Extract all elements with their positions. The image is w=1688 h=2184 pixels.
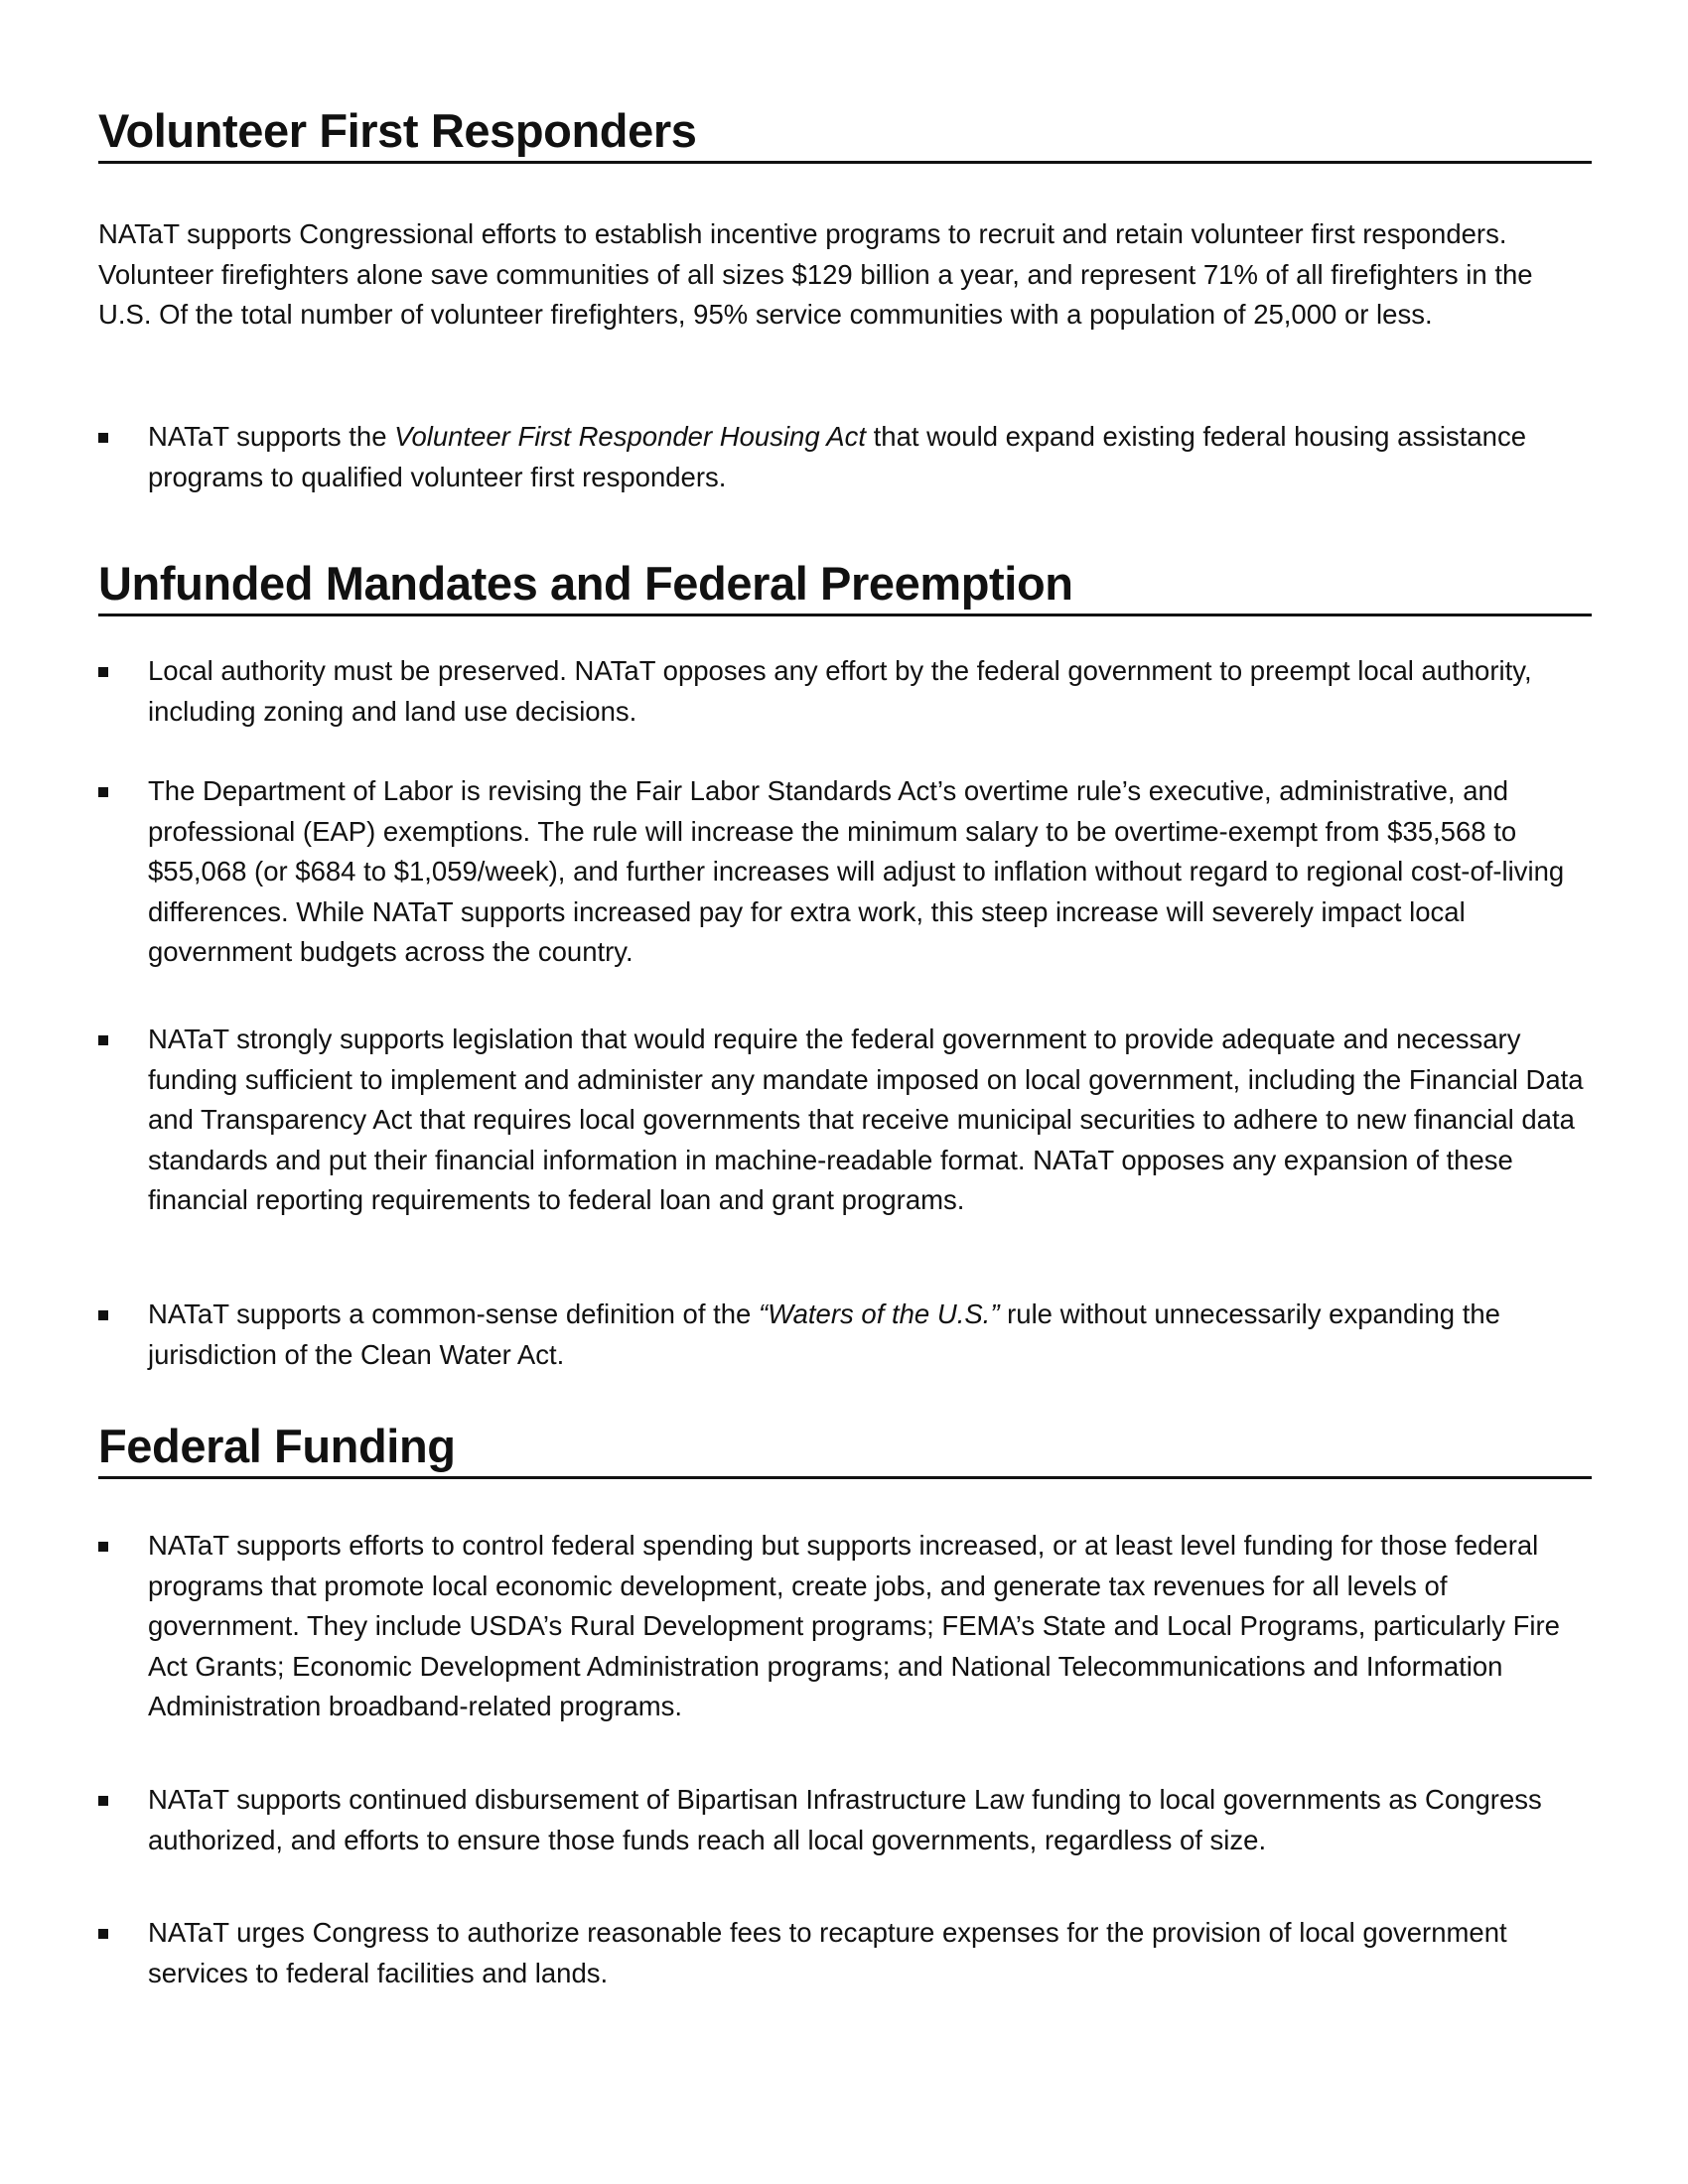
- bullet-marker: [98, 787, 108, 797]
- bullet-text: [148, 417, 1592, 497]
- bullet-marker: [98, 1310, 108, 1320]
- bullet-item-federal-spending: [98, 1526, 1592, 1727]
- volunteer-first-responders-intro: NATaT supports Congressional efforts to establish incentive programs to recruit and retain volunteer first responders. Volunteer firefighters alone save communities of all sizes $129 billion a year, and represent 71% of all firefighters in the U.S. Of the total number of volunteer firefighters, 95% service communities with a population of 25,000 or less.: [98, 218, 1533, 330]
- bullet-item-reasonable-fees: [98, 1913, 1592, 1993]
- bullet-marker: [98, 1929, 108, 1939]
- bullet-text: [148, 1295, 1592, 1375]
- bullet-item-overtime-rule: [98, 771, 1592, 973]
- bullet-marker: [98, 667, 108, 677]
- bullet-item-waters-of-us: [98, 1295, 1592, 1375]
- bullet-item-housing-act: [98, 417, 1592, 497]
- bullet-text-lead: NATaT supports the: [148, 421, 395, 452]
- section-heading-unfunded-mandates: Unfunded Mandates and Federal Preemption: [98, 556, 1592, 616]
- section-heading-federal-funding: Federal Funding: [98, 1419, 1592, 1479]
- bullet-text: NATaT supports efforts to control federal spending but supports increased, or at least level funding for those federal programs that promote local economic development, create jobs, and generate tax revenues for all levels of government. They include USDA’s Rural Development programs; FEMA’s State and Local Programs, particularly Fire Act Grants; Economic Development Administration programs; and National Telecommunications and Information Administration broadband-related programs.: [148, 1530, 1560, 1721]
- bill-title-italic: Volunteer First Responder Housing Act: [394, 421, 866, 452]
- section-heading-volunteer-first-responders: Volunteer First Responders: [98, 103, 1592, 164]
- bullet-item-local-authority: [98, 651, 1592, 732]
- bullet-marker: [98, 1796, 108, 1806]
- bullet-item-mandate-funding: [98, 1020, 1592, 1221]
- bullet-marker: [98, 433, 108, 443]
- bullet-marker: [98, 1035, 108, 1045]
- bullet-text-lead: NATaT supports a common-sense definition of the: [148, 1298, 759, 1329]
- bullet-text: NATaT urges Congress to authorize reasonable fees to recapture expenses for the provision of local government services to federal facilities and lands.: [148, 1917, 1507, 1988]
- bullet-marker: [98, 1542, 108, 1552]
- bullet-text-rest: that would expand existing federal housing assistance programs to qualified volunteer first responders.: [148, 421, 1527, 492]
- bullet-text: NATaT strongly supports legislation that would require the federal government to provide adequate and necessary funding sufficient to implement and administer any mandate imposed on local government, including the Financial Data and Transparency Act that requires local governments that receive municipal securities to adhere to new financial data standards and put their financial information in machine-readable format. NATaT opposes any expansion of these financial reporting requirements to federal loan and grant programs.: [148, 1024, 1584, 1215]
- bullet-text: NATaT supports continued disbursement of Bipartisan Infrastructure Law funding to local governments as Congress authorized, and efforts to ensure those funds reach all local governments, regardless of size.: [148, 1784, 1542, 1855]
- bullet-text: The Department of Labor is revising the Fair Labor Standards Act’s overtime rule’s executive, administrative, and professional (EAP) exemptions. The rule will increase the minimum salary to be overtime-exempt from $35,568 to $55,068 (or $684 to $1,059/week), and further increases will adjust to inflation without regard to regional cost-of-living differences. While NATaT supports increased pay for extra work, this steep increase will severely impact local government budgets across the country.: [148, 775, 1565, 967]
- bullet-text-rest: rule without unnecessarily expanding the jurisdiction of the Clean Water Act.: [148, 1298, 1500, 1370]
- bullet-item-infrastructure-law: [98, 1780, 1592, 1860]
- rule-title-italic: “Waters of the U.S.”: [759, 1298, 1000, 1329]
- bullet-text: Local authority must be preserved. NATaT opposes any effort by the federal government to preempt local authority, including zoning and land use decisions.: [148, 655, 1532, 727]
